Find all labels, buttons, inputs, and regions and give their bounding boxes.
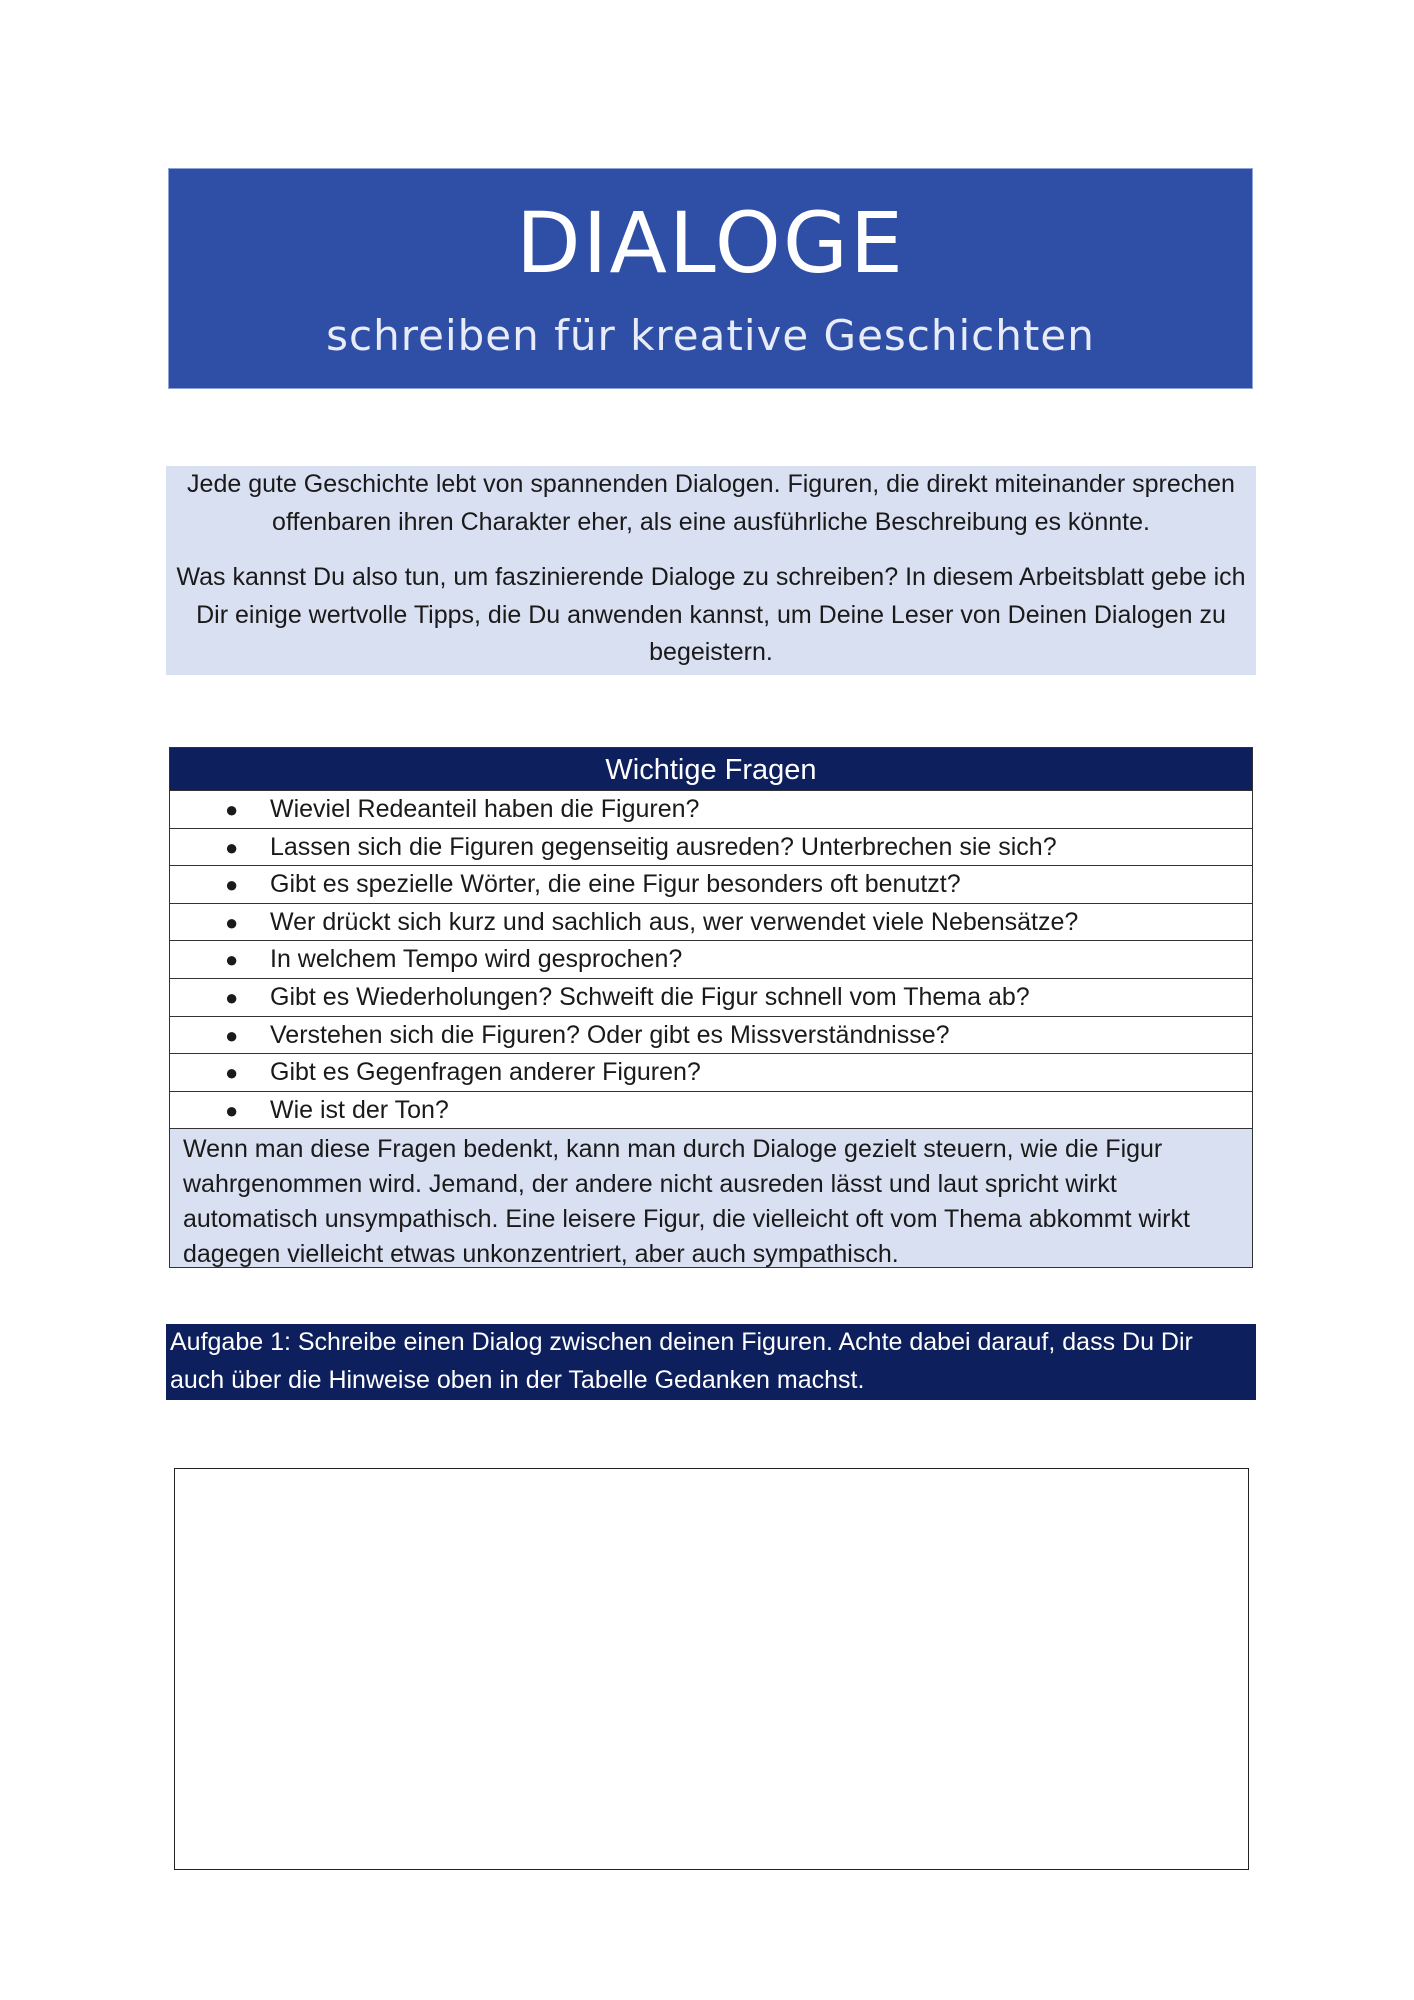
page-title: DIALOGE (515, 194, 905, 292)
question-text: Lassen sich die Figuren gegenseitig ausreden? Unterbrechen sie sich? (270, 832, 1057, 861)
bullet-icon: ● (225, 872, 239, 898)
bullet-icon: ● (225, 1097, 239, 1123)
question-row (170, 865, 1252, 903)
questions-table (169, 747, 1253, 1268)
question-row (170, 1053, 1252, 1091)
intro-paragraph-2: Was kannst Du also tun, um faszinierende Dialoge zu schreiben? In diesem Arbeitsblatt gebe ich Dir einige wertvolle Tipps, die Du anwenden kannst, um Deine Leser von Deinen Dialogen zu begeistern. (176, 563, 1246, 666)
question-row (170, 1016, 1252, 1054)
questions-list (170, 790, 1252, 1128)
bullet-icon: ● (225, 984, 239, 1010)
question-row (170, 903, 1252, 941)
question-row (170, 828, 1252, 866)
question-text: Gibt es Wiederholungen? Schweift die Figur schnell vom Thema ab? (270, 982, 1030, 1011)
question-row (170, 978, 1252, 1016)
question-row (170, 940, 1252, 978)
bullet-icon: ● (225, 797, 239, 822)
question-row (170, 790, 1252, 828)
questions-header: Wichtige Fragen (170, 748, 1252, 790)
bullet-icon: ● (225, 1060, 239, 1086)
bullet-icon: ● (225, 947, 239, 973)
title-banner (168, 168, 1253, 389)
question-row (170, 1091, 1252, 1129)
question-text: In welchem Tempo wird gesprochen? (270, 945, 683, 974)
question-text: Wie ist der Ton? (270, 1095, 449, 1124)
page-subtitle: schreiben für kreative Geschichten (326, 311, 1095, 360)
task-bar (166, 1324, 1256, 1400)
question-text: Wer drückt sich kurz und sachlich aus, wer verwendet viele Nebensätze? (270, 907, 1079, 936)
bullet-icon: ● (225, 1022, 239, 1048)
question-text: Gibt es Gegenfragen anderer Figuren? (270, 1058, 701, 1087)
bullet-icon: ● (225, 834, 239, 860)
answer-box[interactable] (174, 1468, 1249, 1870)
question-text: Wieviel Redeanteil haben die Figuren? (270, 795, 700, 823)
questions-note: Wenn man diese Fragen bedenkt, kann man durch Dialoge gezielt steuern, wie die Figur wahrgenommen wird. Jemand, der andere nicht ausreden lässt und laut spricht wirkt automatisch unsympathisch. Eine leisere Figur, die vielleicht oft vom Thema abkommt wirkt dagegen vielleicht etwas unkonzentriert, aber auch sympathisch. (170, 1128, 1252, 1267)
bullet-icon: ● (225, 909, 239, 935)
intro-box (166, 466, 1256, 675)
question-text: Gibt es spezielle Wörter, die eine Figur besonders oft benutzt? (270, 870, 961, 899)
question-text: Verstehen sich die Figuren? Oder gibt es Missverständnisse? (270, 1020, 950, 1049)
intro-paragraph-1: Jede gute Geschichte lebt von spannenden Dialogen. Figuren, die direkt miteinander sprechen offenbaren ihren Charakter eher, als eine ausführliche Beschreibung es könnte. (187, 470, 1235, 536)
task-text: Aufgabe 1: Schreibe einen Dialog zwischen deinen Figuren. Achte dabei darauf, dass Du Dir auch über die Hinweise oben in der Tabelle Gedanken machst. (170, 1328, 1193, 1394)
